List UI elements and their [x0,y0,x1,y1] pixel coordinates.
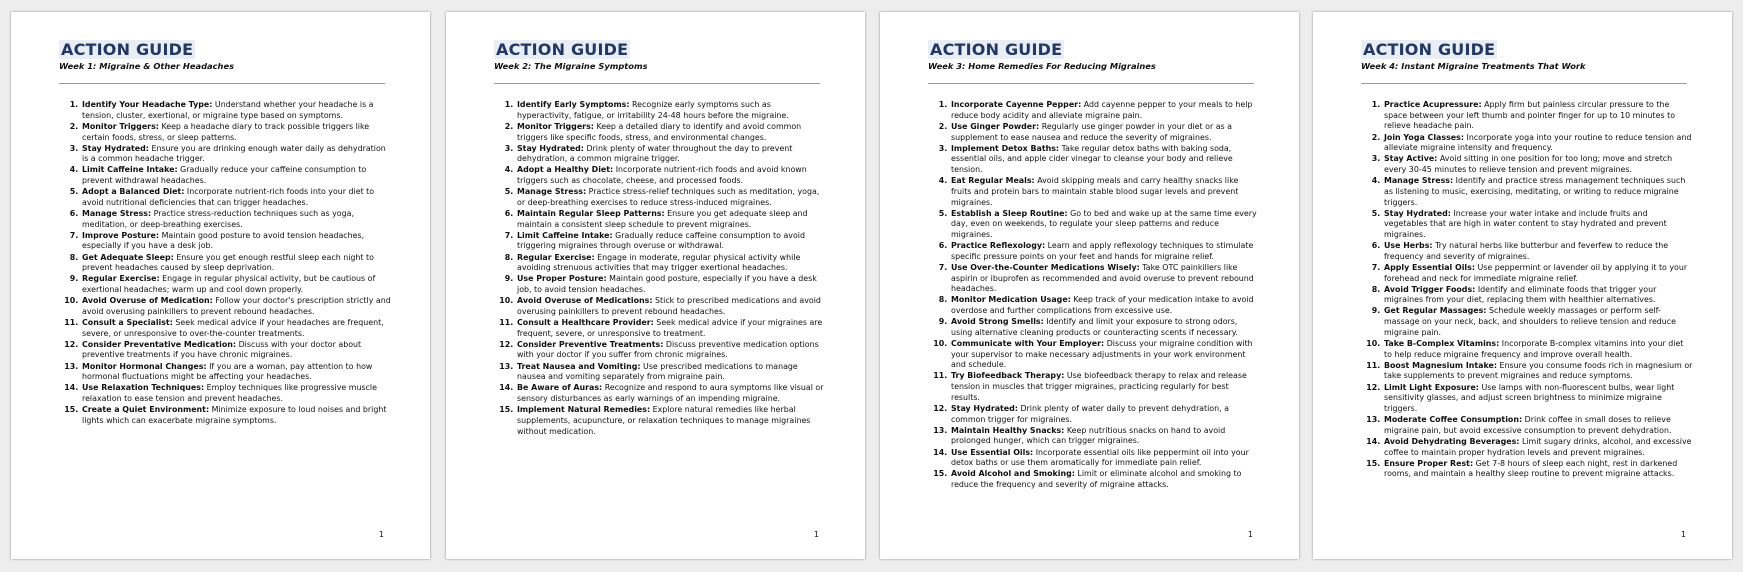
item-text: Ensure you get adequate sleep and maintain a consistent sleep schedule to prevent migraines. [517,208,808,229]
item-title: Use Proper Posture: [517,274,607,284]
item-text: Take regular detox baths with baking soda, essential oils, and apple cider vinegar to cleanse your body and relieve tension. [951,143,1233,174]
item-title: Incorporate Cayenne Pepper: [951,100,1082,109]
list-item [81,122,391,143]
item-text: Identify and limit your exposure to strong odors, using alternative cleaning products or counteracting scents if necessary. [951,317,1238,337]
item-title: Limit Caffeine Intake: [517,230,613,240]
item-text: Seek medical advice if your migraines are frequent, severe, or unresponsive to treatment. [517,317,823,338]
item-text: Engage in regular physical activity, but be cautious of exertional headaches; warm up and cool down properly. [82,274,376,295]
list-item [1383,209,1693,241]
item-title: Treat Nausea and Vomiting: [517,361,641,371]
list-item [1383,263,1693,284]
item-title: Improve Posture: [82,230,160,240]
action-list [494,100,826,437]
item-text: Limit sugary drinks, alcohol, and excessive coffee to maintain proper hydration levels and prevent migraines. [1384,436,1692,457]
list-item [81,253,391,274]
item-text: Avoid sitting in one position for too long; move and stretch every 30-45 minutes to relieve tension and prevent migraines. [1384,154,1673,174]
page-number: 1 [378,530,384,539]
list-item [950,404,1260,425]
item-text: Incorporate essential oils like peppermint oil into your detox baths or use them aromatically for immediate pain relief. [951,447,1249,468]
list-item [950,317,1260,338]
list-item [950,100,1260,121]
item-text: Use prescribed medications to manage nausea and vomiting separately from migraine pain. [517,361,798,382]
list-item [81,362,391,383]
item-text: Discuss with your doctor about preventive treatments if you have chronic migraines. [82,339,362,360]
item-text: Limit or eliminate alcohol and smoking to reduce the frequency and severity of migraine attacks. [951,469,1242,490]
item-title: Stay Hydrated: [517,143,584,153]
item-title: Get Regular Massages: [1384,306,1487,316]
list-item [516,274,826,295]
list-item [950,426,1260,447]
list-item [1383,306,1693,338]
page-subtitle: Week 1: Migraine & Other Headaches [59,61,235,71]
item-title: Consult a Healthcare Provider: [517,317,654,327]
item-text: Practice stress-reduction techniques such as yoga, meditation, or deep-breathing exercises. [82,208,354,229]
item-text: Minimize exposure to loud noises and bright lights which can exacerbate migraine symptoms. [82,405,387,425]
item-text: Learn and apply reflexology techniques to stimulate specific pressure points on your feet and hands for migraine relief. [951,241,1254,261]
divider [59,83,385,84]
item-text: Keep a detailed diary to identify and avoid common triggers like specific foods, stress, and environmental changes. [517,121,802,142]
item-title: Maintain Healthy Snacks: [951,425,1065,435]
list-item [81,100,391,121]
list-item [81,144,391,165]
item-title: Manage Stress: [517,187,587,197]
item-text: If you are a woman, pay attention to how hormonal fluctuations might be affecting your headaches. [82,361,373,382]
list-item [1383,339,1693,360]
list-item [516,187,826,208]
item-title: Consider Preventative Medication: [82,339,237,349]
list-item [81,165,391,186]
item-title: Consider Preventive Treatments: [517,339,664,349]
list-item [516,296,826,317]
item-title: Be Aware of Auras: [517,383,603,393]
list-item [950,176,1260,208]
list-item [81,405,391,426]
item-title: Limit Caffeine Intake: [82,165,178,175]
item-title: Moderate Coffee Consumption: [1384,415,1523,425]
item-text: Ensure you consume foods rich in magnesium or take supplements to prevent migraines and reduce symptoms. [1384,360,1693,381]
divider [928,83,1254,84]
item-title: Manage Stress: [82,208,152,218]
item-title: Monitor Medication Usage: [951,295,1071,305]
page-title: ACTION GUIDE [1363,40,1496,59]
item-title: Regular Exercise: [82,274,160,284]
list-item [516,340,826,361]
item-text: Seek medical advice if your headaches are frequent, severe, or unresponsive to over-the-counter treatments. [82,317,384,338]
item-text: Take OTC painkillers like aspirin or ibuprofen as recommended and avoid overuse to prevent rebound headaches. [951,262,1254,294]
item-title: Stay Hydrated: [951,403,1018,413]
item-title: Consult a Specialist: [82,317,173,327]
item-title: Stay Hydrated: [82,143,149,153]
list-item [516,253,826,274]
item-text: Maintain good posture to avoid tension headaches, especially if you have a desk job. [82,230,365,251]
item-title: Use Essential Oils: [951,447,1034,457]
list-item [950,448,1260,469]
item-text: Drink plenty of water daily to prevent dehydration, a common trigger for migraines. [951,403,1229,424]
item-text: Schedule weekly massages or perform self-massage on your neck, back, and shoulders to relieve tension and reduce migraine pain. [1384,306,1676,337]
list-item [950,295,1260,316]
item-title: Get Adequate Sleep: [82,252,174,262]
item-title: Eat Regular Meals: [951,176,1035,186]
list-item [1383,437,1693,458]
list-item [950,371,1260,403]
list-item [81,231,391,252]
list-item [1383,241,1693,262]
item-title: Avoid Overuse of Medications: [517,296,653,306]
page-number: 1 [1247,530,1253,539]
item-text: Use lamps with non-fluorescent bulbs, wear light sensitivity glasses, and adjust screen brightness to minimize migraine triggers. [1384,382,1675,413]
item-text: Maintain good posture, especially if you have a desk job, to avoid tension headaches. [517,274,817,295]
item-text: Try natural herbs like butterbur and feverfew to reduce the frequency and severity of migraines. [1384,241,1669,261]
list-item [1383,133,1693,154]
list-item [516,318,826,339]
item-text: Incorporate nutrient-rich foods and avoid known triggers such as chocolate, cheese, and processed foods. [517,165,807,186]
item-text: Keep nutritious snacks on hand to avoid prolonged hunger, which can trigger migraines. [951,425,1226,446]
list-item [1383,361,1693,382]
item-title: Monitor Hormonal Changes: [82,361,207,371]
item-text: Discuss preventive medication options with your doctor if you suffer from chronic migraines. [517,339,819,360]
item-text: Follow your doctor's prescription strictly and avoid overusing painkillers to prevent rebound headaches. [82,296,391,316]
item-title: Use Herbs: [1384,241,1433,251]
list-item [950,144,1260,176]
item-text: Keep a headache diary to track possible triggers like certain foods, stress, or sleep patterns. [82,121,370,142]
item-title: Avoid Alcohol and Smoking: [951,469,1075,479]
item-title: Monitor Triggers: [82,121,159,131]
item-text: Regularly use ginger powder in your diet or as a supplement to ease nausea and reduce the severity of migraines. [951,121,1233,142]
list-item [1383,154,1693,175]
page-title: ACTION GUIDE [61,40,194,59]
page-title: ACTION GUIDE [496,40,629,59]
item-text: Add cayenne pepper to your meals to help reduce body acidity and alleviate migraine pain. [951,100,1253,120]
item-title: Boost Magnesium Intake: [1384,360,1498,370]
item-title: Use Ginger Powder: [951,121,1040,131]
item-title: Communicate with Your Employer: [951,338,1105,348]
item-title: Adopt a Balanced Diet: [82,187,185,197]
item-title: Implement Natural Remedies: [517,405,651,415]
item-text: Discuss your migraine condition with your supervisor to make necessary adjustments in your work environment and schedule. [951,338,1253,370]
item-title: Avoid Trigger Foods: [1384,284,1476,294]
list-item [950,339,1260,371]
divider [494,83,820,84]
list-item [1383,176,1693,208]
item-text: Explore natural remedies like herbal supplements, acupuncture, or relaxation techniques to manage migraines without medication. [517,405,811,436]
item-text: Identify and practice stress management techniques such as listening to music, exercising, meditating, or writing to reduce migraine triggers. [1384,176,1686,207]
item-text: Incorporate yoga into your routine to reduce tension and alleviate migraine intensity and frequency. [1384,132,1692,153]
item-title: Ensure Proper Rest: [1384,458,1474,468]
item-text: Use peppermint or lavender oil by applying it to your forehead and neck for immediate migraine relief. [1384,262,1688,283]
item-text: Apply firm but painless circular pressure to the space between your left thumb and pointer finger for up to 10 minutes to relieve headache pain. [1384,100,1676,131]
item-text: Drink coffee in small doses to relieve migraine pain, but avoid excessive consumption to prevent dehydration. [1384,415,1672,435]
item-title: Manage Stress: [1384,176,1454,186]
item-title: Avoid Strong Smells: [951,317,1044,327]
page-title: ACTION GUIDE [930,40,1063,59]
page-subtitle: Week 4: Instant Migraine Treatments That Work [1361,61,1586,71]
list-item [1383,285,1693,306]
item-text: Ensure you are drinking enough water daily as dehydration is a common headache trigger. [82,143,386,164]
page-week-4 [1313,12,1732,559]
action-list [928,100,1260,491]
list-item [516,100,826,121]
item-text: Increase your water intake and include fruits and vegetables that are high in water content to stay hydrated and prevent migraines. [1384,208,1667,239]
item-text: Ensure you get enough restful sleep each night to prevent headaches caused by sleep deprivation. [82,252,374,273]
item-title: Maintain Regular Sleep Patterns: [517,208,665,218]
item-title: Avoid Overuse of Medication: [82,296,213,306]
list-item [516,405,826,437]
list-item [1383,459,1693,480]
item-title: Monitor Triggers: [517,121,594,131]
item-title: Use Relaxation Techniques: [82,383,205,393]
item-text: Identify and eliminate foods that trigger your migraines from your diet, replacing them with healthier alternatives. [1384,284,1657,305]
list-item [516,165,826,186]
list-item [81,383,391,404]
item-text: Engage in moderate, regular physical activity while avoiding strenuous activities that may trigger exertional headaches. [517,252,801,273]
list-item [516,122,826,143]
page-week-3 [880,12,1299,559]
list-item [81,274,391,295]
list-item [950,263,1260,295]
list-item [1383,100,1693,132]
item-title: Identify Your Headache Type: [82,100,213,109]
item-text: Gradually reduce your caffeine consumption to prevent withdrawal headaches. [82,165,367,186]
item-text: Recognize and respond to aura symptoms like visual or sensory disturbances as early warnings of an impending migraine. [517,383,824,404]
list-item [950,209,1260,241]
item-text: Incorporate B-complex vitamins into your diet to help reduce migraine frequency and improve overall health. [1384,338,1684,359]
item-text: Go to bed and wake up at the same time every day, even on weekends, to regulate your sleep patterns and reduce migraines. [951,208,1257,239]
page-subtitle: Week 3: Home Remedies For Reducing Migraines [928,61,1156,71]
list-item [1383,415,1693,436]
item-title: Adopt a Healthy Diet: [517,165,614,175]
action-list [59,100,391,427]
item-title: Practice Reflexology: [951,241,1046,251]
item-title: Use Over-the-Counter Medications Wisely: [951,262,1140,272]
list-item [1383,383,1693,415]
item-title: Practice Acupressure: [1384,100,1482,109]
page-week-2 [446,12,865,559]
item-title: Take B-Complex Vitamins: [1384,338,1500,348]
list-item [81,340,391,361]
item-text: Stick to prescribed medications and avoid overusing painkillers to prevent rebound headaches. [517,296,821,316]
list-item [516,144,826,165]
item-text: Use biofeedback therapy to relax and release tension in muscles that trigger migraines, practicing regularly for best results. [951,371,1247,402]
item-title: Identify Early Symptoms: [517,100,630,109]
list-item [81,209,391,230]
page-subtitle: Week 2: The Migraine Symptoms [494,61,648,71]
list-item [950,469,1260,490]
item-title: Try Biofeedback Therapy: [951,371,1065,381]
list-item [81,318,391,339]
action-list [1361,100,1693,480]
item-title: Regular Exercise: [517,252,595,262]
item-title: Stay Active: [1384,154,1438,164]
list-item [516,231,826,252]
item-title: Establish a Sleep Routine: [951,208,1068,218]
item-text: Gradually reduce caffeine consumption to avoid triggering migraines through overuse or withdrawal. [517,230,805,251]
item-title: Create a Quiet Environment: [82,405,210,415]
list-item [950,241,1260,262]
list-item [950,122,1260,143]
page-week-1 [11,12,430,559]
item-text: Avoid skipping meals and carry healthy snacks like fruits and protein bars to maintain stable blood sugar levels and prevent migraines. [951,176,1239,207]
list-item [81,296,391,317]
item-text: Recognize early symptoms such as hyperactivity, fatigue, or irritability 24-48 hours before the migraine. [517,100,789,120]
item-text: Get 7-8 hours of sleep each night, rest in darkened rooms, and maintain a healthy sleep routine to prevent migraine attacks. [1384,458,1678,479]
item-title: Limit Light Exposure: [1384,382,1479,392]
list-item [516,209,826,230]
item-title: Stay Hydrated: [1384,208,1451,218]
list-item [516,383,826,404]
list-item [81,187,391,208]
item-title: Join Yoga Classes: [1384,132,1464,142]
item-title: Apply Essential Oils: [1384,262,1475,272]
item-text: Understand whether your headache is a tension, cluster, exertional, or migraine type based on symptoms. [82,100,374,120]
item-title: Avoid Dehydrating Beverages: [1384,436,1520,446]
list-item [516,362,826,383]
item-text: Keep track of your medication intake to avoid overdose and further complications from excessive use. [951,295,1254,316]
item-text: Drink plenty of water throughout the day to prevent dehydration, a common migraine trigger. [517,143,793,164]
divider [1361,83,1687,84]
item-title: Implement Detox Baths: [951,143,1060,153]
item-text: Employ techniques like progressive muscle relaxation to ease tension and prevent headaches. [82,383,377,404]
item-text: Practice stress-relief techniques such as meditation, yoga, or deep-breathing exercises to reduce stress-induced migraines. [517,187,820,207]
page-number: 1 [813,530,819,539]
page-number: 1 [1680,530,1686,539]
item-text: Incorporate nutrient-rich foods into your diet to avoid nutritional deficiencies that can trigger headaches. [82,187,375,207]
